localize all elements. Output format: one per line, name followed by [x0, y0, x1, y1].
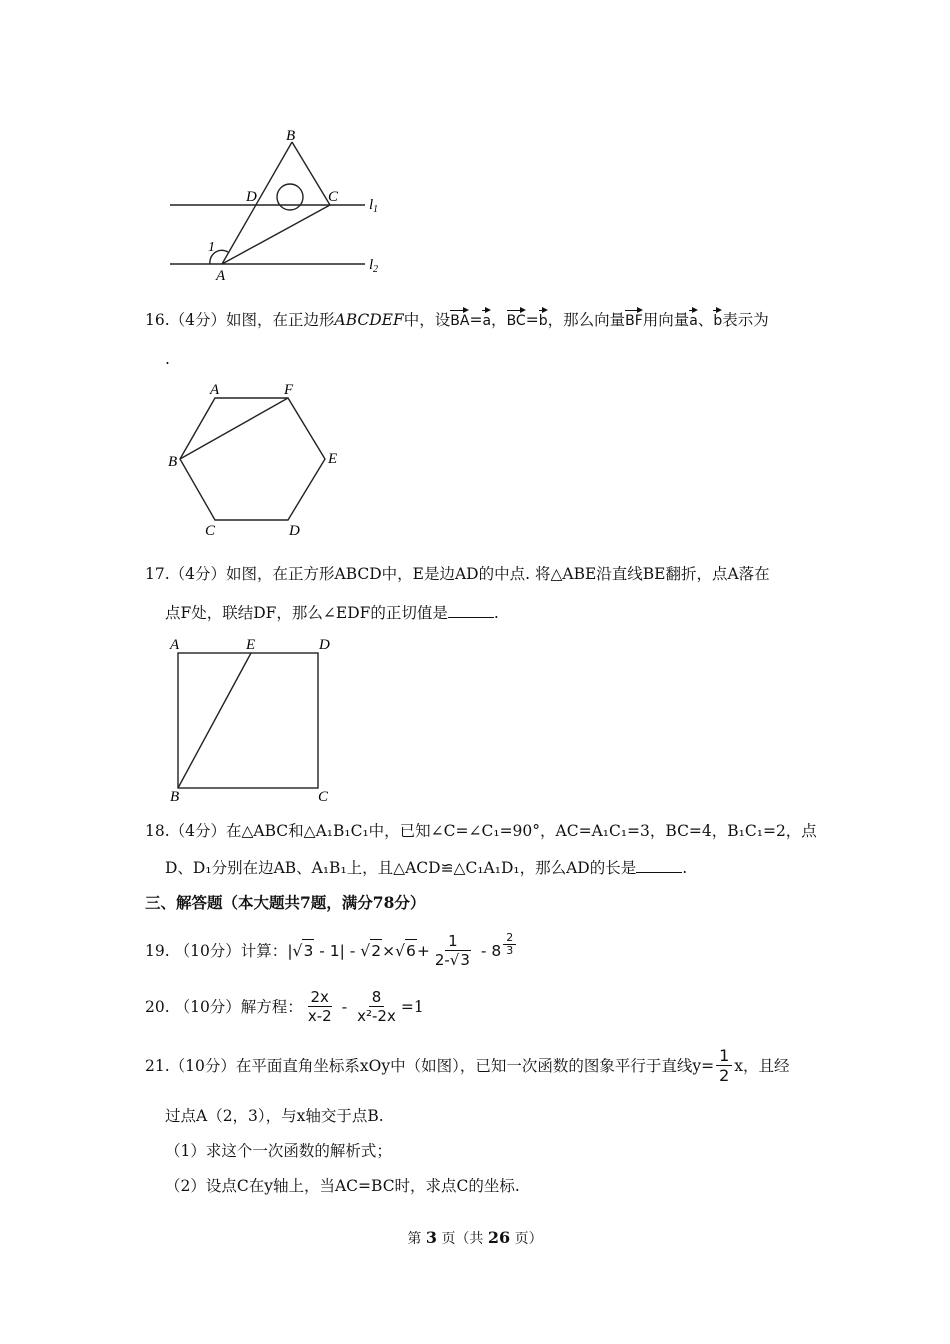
q17-period: . — [493, 604, 499, 622]
footer-total-pages: 26 — [487, 1228, 511, 1247]
q16-comma1: ， — [491, 311, 507, 329]
q20-f2-num: 8 — [369, 988, 385, 1007]
section-3-heading: 三、解答题（本大题共7题，满分78分） — [145, 893, 426, 912]
q16-mid3: 用向量 — [642, 311, 690, 329]
q19-exponent-fraction — [503, 932, 516, 957]
footer-middle: 页（共 — [441, 1231, 484, 1247]
question-20 — [145, 988, 424, 1025]
q20-lead: 20. （10分）解方程： — [145, 997, 303, 1016]
q21-line1b: x，且经 — [734, 1056, 790, 1075]
q19-minus-1: - 1| - — [314, 941, 361, 960]
question-21-part-2: （2）设点C在y轴上，当AC=BC时，求点C的坐标. — [165, 1177, 520, 1195]
q18-period: . — [682, 859, 688, 877]
question-17-line-2 — [165, 602, 499, 624]
figure-17-square — [165, 635, 345, 805]
fig15-label-l1: l — [369, 197, 374, 213]
question-21-line-1 — [145, 1046, 790, 1085]
fig17-label-d: D — [319, 637, 330, 653]
q19-frac-den-a: 2- — [434, 951, 450, 969]
q19-fraction — [432, 932, 474, 969]
q19-exp-num: 2 — [503, 932, 516, 945]
q19-sqrt-symbol-4: √ — [449, 951, 460, 969]
q19-minus-2: - 8 — [475, 941, 502, 960]
q20-eq: =1 — [400, 997, 424, 1016]
fig17-label-c: C — [318, 789, 329, 805]
q18-line2-text: D、D₁分别在边AB、A₁B₁上，且△ACD≌△C₁A₁D₁，那么AD的长是 — [165, 859, 637, 877]
q19-sqrt-symbol-3: √ — [395, 941, 405, 960]
q17-answer-blank — [448, 603, 494, 618]
vector-bf: BF — [625, 308, 643, 328]
q16-sep: 、 — [697, 311, 714, 329]
q19-exp-den: 3 — [506, 944, 514, 957]
question-18-line-1: 18.（4分）在△ABC和△A₁B₁C₁中，已知∠C=∠C₁=90°，AC=A₁C₁=3，BC=4，B₁C₁=2，点 — [145, 822, 817, 840]
question-19 — [145, 932, 518, 969]
q16-mid: 中，设 — [403, 311, 451, 329]
fig17-label-b: B — [170, 789, 180, 805]
q20-f1-num: 2x — [308, 988, 332, 1007]
q19-frac-den-sqrt: 3 — [460, 951, 470, 969]
q19-lead: 19. （10分）计算： — [145, 941, 288, 960]
vector-b: b — [539, 308, 548, 328]
fig16-label-e: E — [328, 451, 338, 467]
vector-ba: BA — [450, 308, 469, 328]
question-18-line-2 — [165, 857, 687, 879]
fig15-label-b: B — [286, 128, 296, 144]
q21-frac-den: 2 — [719, 1066, 730, 1085]
q19-frac-num: 1 — [445, 932, 461, 951]
fig17-label-e: E — [246, 637, 256, 653]
q16-eq2: = — [525, 311, 539, 329]
fig16-label-b: B — [168, 454, 178, 470]
figure-15-parallel-lines — [160, 120, 400, 285]
q19-times: × — [382, 941, 396, 960]
fig15-label-l1-sub: 1 — [373, 204, 378, 215]
footer-page-number: 3 — [425, 1228, 437, 1247]
question-21-part-1: （1）求这个一次函数的解析式； — [165, 1142, 392, 1160]
q20-f2-den: x²-2x — [357, 1007, 396, 1025]
q21-line1a: 21.（10分）在平面直角坐标系xOy中（如图），已知一次函数的图象平行于直线y= — [145, 1056, 715, 1075]
q20-fraction-2 — [354, 988, 399, 1025]
fig15-label-angle1: 1 — [208, 240, 215, 255]
figure-16-hexagon — [160, 375, 360, 540]
q18-answer-blank — [636, 858, 682, 873]
q19-sqrt6: 6 — [405, 939, 417, 962]
fig16-label-c: C — [205, 523, 216, 539]
q16-lead: 16.（4分）如图，在正边形 — [145, 311, 335, 329]
vector-a-2: a — [689, 308, 698, 328]
fig15-label-l2: l — [369, 257, 374, 273]
q16-period: . — [165, 350, 170, 368]
vector-b-2: b — [713, 308, 722, 328]
q20-minus: - — [336, 997, 353, 1016]
q19-sqrt2: 2 — [370, 939, 382, 962]
q19-abs-open: | — [287, 941, 293, 960]
q16-tail: 表示为 — [722, 311, 769, 329]
footer-prefix: 第 — [407, 1231, 422, 1247]
q20-f1-den: x-2 — [307, 1007, 332, 1025]
fig15-label-l2-sub: 2 — [373, 264, 378, 275]
fig16-label-f: F — [284, 382, 294, 398]
question-17-line-1: 17.（4分）如图，在正方形ABCD中，E是边AD的中点. 将△ABE沿直线BE翻折，点A落在 — [145, 565, 770, 583]
q17-line2-text: 点F处，联结DF，那么∠EDF的正切值是 — [165, 604, 448, 622]
fig16-label-a: A — [210, 382, 220, 398]
q16-mid2: ，那么向量 — [547, 311, 626, 329]
q19-sqrt-symbol-2: √ — [360, 941, 371, 960]
question-16 — [145, 308, 769, 331]
fig15-label-d: D — [246, 189, 257, 205]
fig15-label-c: C — [328, 189, 339, 205]
fig16-label-d: D — [289, 523, 300, 539]
q16-eq1: = — [469, 311, 483, 329]
fig15-label-a: A — [216, 268, 226, 284]
vector-bc: BC — [507, 308, 526, 328]
q19-plus: + — [416, 941, 430, 960]
q19-sqrt-symbol-1: √ — [292, 941, 303, 960]
q20-fraction-1 — [305, 988, 335, 1025]
page-footer — [0, 1228, 950, 1248]
q19-sqrt3: 3 — [302, 939, 314, 962]
vector-a: a — [482, 308, 491, 328]
fig17-label-a: A — [170, 637, 180, 653]
q19-frac-den — [432, 951, 474, 969]
q21-frac-num: 1 — [716, 1046, 732, 1066]
q16-shape: ABCDEF — [334, 311, 404, 329]
footer-suffix: 页） — [514, 1231, 543, 1247]
q21-fraction — [716, 1046, 732, 1085]
question-21-line-2: 过点A（2，3），与x轴交于点B. — [165, 1107, 384, 1125]
